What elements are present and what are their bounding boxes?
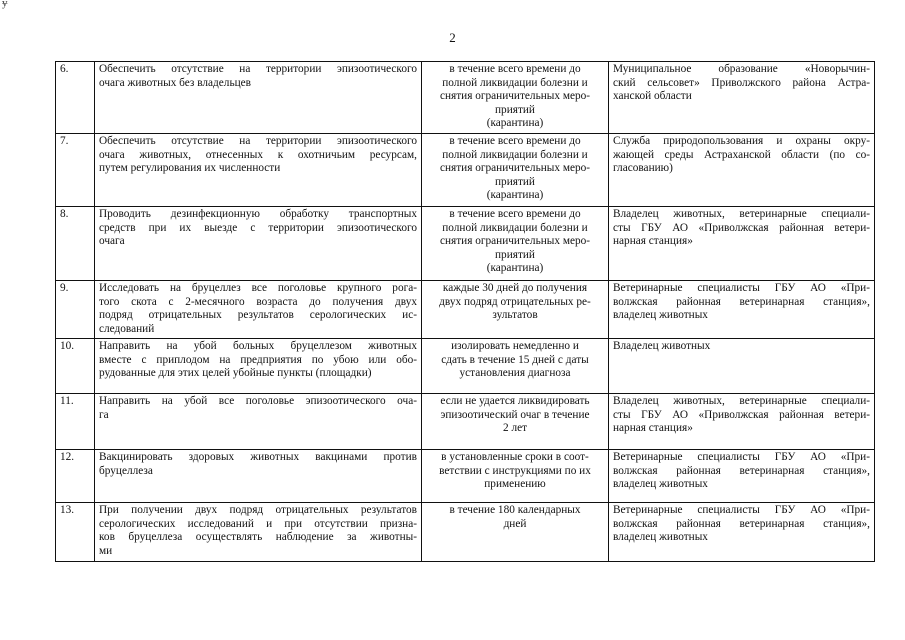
table-row (56, 339, 875, 394)
cell-line: сдать в течение 15 дней с даты (441, 353, 589, 366)
cell-line: приятий (495, 248, 535, 261)
cell-line: вместе с приплодом на предприятия по убою или обо- (99, 353, 417, 366)
action-cell (95, 207, 422, 281)
action-cell (95, 62, 422, 134)
cell-line: очага животных без владельцев (99, 76, 251, 89)
table-row (56, 281, 875, 339)
cell-line: сты ГБУ АО «Приволжская районная ветери- (613, 221, 870, 234)
cell-line: очага (99, 235, 125, 247)
cell-line: применению (484, 478, 546, 490)
action-cell (95, 339, 422, 394)
cell-line: владелец животных (613, 531, 708, 543)
cell-line: Вакцинировать здоровых животных вакцинами против (99, 451, 417, 463)
term-cell (422, 62, 609, 134)
cell-line: ков бруцеллеза осуществлять наблюдение за животны- (99, 531, 417, 543)
cell-line: серологических исследований и при отсутствии призна- (99, 517, 417, 530)
action-cell (95, 450, 422, 503)
cell-line: если не удается ликвидировать (440, 395, 590, 407)
cell-line: эпизоотический очаг в течение (440, 408, 590, 421)
row-number: 9. (56, 281, 95, 339)
cell-line: того скота с 2-месячного возраста до получения двух (99, 295, 417, 308)
row-number: 10. (56, 339, 95, 394)
cell-line: ский сельсовет» Приволжского района Астра- (613, 76, 870, 89)
cell-line: зультатов (492, 309, 538, 321)
measures-table (55, 61, 875, 562)
table-row (56, 394, 875, 450)
cell-line: дней (503, 517, 527, 530)
cell-line: подряд отрицательных результатов серологических ис- (99, 309, 417, 321)
cell-line: ветствии с инструкциями по их (439, 464, 591, 477)
cell-line: Владелец животных (613, 340, 711, 352)
table-row (56, 134, 875, 207)
responsible-cell (609, 134, 875, 207)
cell-line: Муниципальное образование «Новорычин- (613, 63, 870, 75)
cell-line: полной ликвидации болезни и (442, 148, 588, 161)
cell-line: следований (99, 322, 155, 335)
term-cell (422, 207, 609, 281)
responsible-cell (609, 450, 875, 503)
cell-line: в течение всего времени до (449, 63, 581, 75)
cell-line: снятия ограничительных меро- (439, 162, 591, 174)
row-number: 13. (56, 503, 95, 562)
term-cell (422, 394, 609, 450)
cell-line: Ветеринарные специалисты ГБУ АО «При- (613, 282, 870, 294)
cell-line: владелец животных (613, 478, 708, 490)
responsible-cell (609, 394, 875, 450)
cell-line: 2 лет (502, 422, 528, 434)
term-cell (422, 450, 609, 503)
cell-line: Обеспечить отсутствие на территории эпизоотического (99, 135, 417, 147)
cell-line: снятия ограничительных меро- (439, 90, 591, 102)
table-row (56, 450, 875, 503)
cell-line: Обеспечить отсутствие на территории эпизоотического (99, 63, 417, 75)
cell-line: полной ликвидации болезни и (442, 76, 588, 89)
cell-line: волжская районная ветеринарная станция», (613, 464, 870, 477)
cell-line: жающей среды Астраханской области (по со- (613, 148, 870, 161)
term-cell (422, 339, 609, 394)
cell-line: каждые 30 дней до получения (442, 282, 588, 294)
term-cell (422, 134, 609, 207)
cell-line: изолировать немедленно и (451, 340, 579, 352)
cell-line: Владелец животных, ветеринарные специали- (613, 208, 870, 220)
cell-line: Проводить дезинфекционную обработку транспортных (99, 208, 417, 220)
cell-line: Ветеринарные специалисты ГБУ АО «При- (613, 504, 870, 516)
table-row (56, 207, 875, 281)
cell-line: нарная станция» (613, 422, 693, 434)
cell-line: снятия ограничительных меро- (439, 235, 591, 247)
row-number: 7. (56, 134, 95, 207)
table-row (56, 503, 875, 562)
responsible-cell (609, 503, 875, 562)
table-body (56, 62, 875, 562)
cell-line: Направить на убой больных бруцеллезом животных (99, 340, 417, 352)
responsible-cell (609, 207, 875, 281)
action-cell (95, 281, 422, 339)
cell-line: (карантина) (486, 189, 544, 201)
responsible-cell (609, 281, 875, 339)
action-cell (95, 134, 422, 207)
cell-line: бруцеллеза (99, 464, 153, 477)
cell-line: Служба природопользования и охраны окру- (613, 135, 870, 147)
cell-line: га (99, 408, 109, 421)
cell-line: Ветеринарные специалисты ГБУ АО «При- (613, 451, 870, 463)
cell-line: гласованию) (613, 162, 673, 174)
action-cell (95, 503, 422, 562)
cell-line: Владелец животных, ветеринарные специали- (613, 395, 870, 407)
corner-mark: ɏ (2, 0, 8, 9)
cell-line: приятий (495, 103, 535, 116)
cell-line: двух подряд отрицательных ре- (439, 295, 591, 308)
cell-line: путем регулирования их численности (99, 162, 281, 174)
cell-line: нарная станция» (613, 235, 693, 247)
cell-line: Направить на убой все поголовье эпизоотического оча- (99, 395, 417, 407)
term-cell (422, 503, 609, 562)
cell-line: в установленные сроки в соот- (441, 451, 589, 463)
cell-line: Исследовать на бруцеллез все поголовье крупного рога- (99, 282, 417, 294)
cell-line: волжская районная ветеринарная станция», (613, 517, 870, 530)
cell-line: приятий (495, 175, 535, 188)
cell-line: средств при их выезде с территории эпизоотического (99, 221, 417, 234)
page-number: 2 (449, 30, 456, 45)
cell-line: в течение всего времени до (449, 208, 581, 220)
cell-line: сты ГБУ АО «Приволжская районная ветери- (613, 408, 870, 421)
cell-line: в течение всего времени до (449, 135, 581, 147)
cell-line: (карантина) (486, 117, 544, 129)
cell-line: очага животных, отнесенных к охотничьим ресурсам, (99, 148, 417, 161)
responsible-cell (609, 62, 875, 134)
cell-line: рудованные для этих целей убойные пункты (площадки) (99, 367, 372, 379)
cell-line: ми (99, 544, 113, 557)
cell-line: в течение 180 календарных (449, 504, 581, 516)
cell-line: волжская районная ветеринарная станция», (613, 295, 870, 308)
row-number: 6. (56, 62, 95, 134)
term-cell (422, 281, 609, 339)
cell-line: установления диагноза (459, 367, 571, 379)
cell-line: полной ликвидации болезни и (442, 221, 588, 234)
row-number: 12. (56, 450, 95, 503)
cell-line: При получении двух подряд отрицательных результатов (99, 504, 417, 516)
table-row (56, 62, 875, 134)
responsible-cell (609, 339, 875, 394)
action-cell (95, 394, 422, 450)
row-number: 11. (56, 394, 95, 450)
cell-line: владелец животных (613, 309, 708, 321)
cell-line: ханской области (613, 90, 692, 102)
row-number: 8. (56, 207, 95, 281)
cell-line: (карантина) (486, 262, 544, 274)
